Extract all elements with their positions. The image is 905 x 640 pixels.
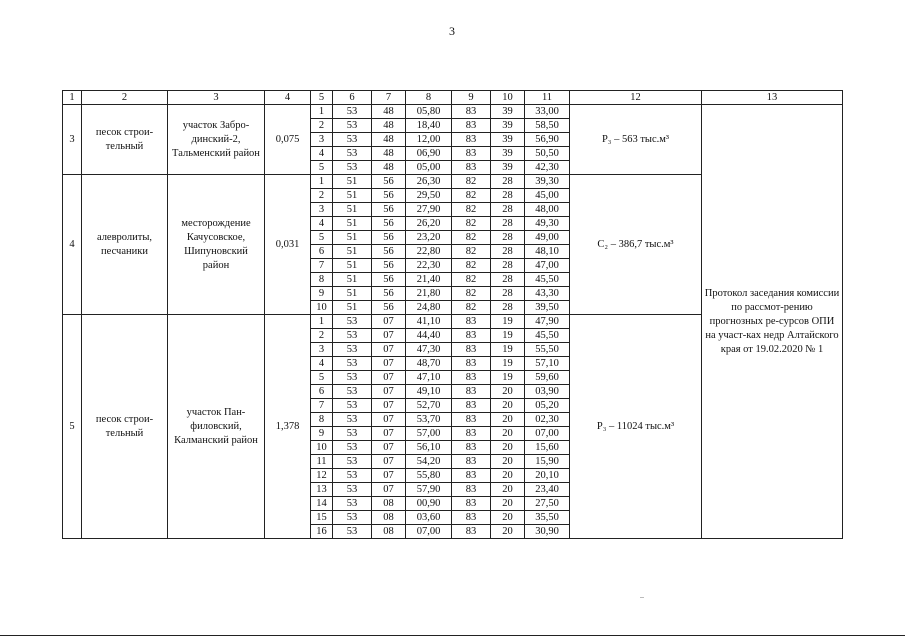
lon-sec-cell: 58,50: [525, 119, 570, 133]
lat-sec-cell: 26,30: [406, 175, 452, 189]
point-cell: 5: [311, 371, 333, 385]
lon-sec-cell: 03,90: [525, 385, 570, 399]
lat-sec-cell: 05,00: [406, 161, 452, 175]
header-cell: 6: [333, 91, 372, 105]
lat-min-cell: 56: [372, 273, 406, 287]
point-cell: 13: [311, 483, 333, 497]
lon-deg-cell: 83: [452, 385, 491, 399]
lon-deg-cell: 83: [452, 357, 491, 371]
lon-min-cell: 20: [491, 385, 525, 399]
lon-min-cell: 28: [491, 245, 525, 259]
group-number-cell: 3: [63, 105, 82, 175]
lon-sec-cell: 35,50: [525, 511, 570, 525]
lon-sec-cell: 47,00: [525, 259, 570, 273]
header-cell: 7: [372, 91, 406, 105]
point-cell: 9: [311, 427, 333, 441]
point-cell: 3: [311, 343, 333, 357]
lon-min-cell: 20: [491, 427, 525, 441]
lat-deg-cell: 53: [333, 105, 372, 119]
lat-deg-cell: 53: [333, 399, 372, 413]
lon-sec-cell: 57,10: [525, 357, 570, 371]
lon-sec-cell: 05,20: [525, 399, 570, 413]
lat-min-cell: 07: [372, 469, 406, 483]
lon-sec-cell: 48,00: [525, 203, 570, 217]
point-cell: 9: [311, 287, 333, 301]
lon-min-cell: 20: [491, 483, 525, 497]
lat-min-cell: 07: [372, 413, 406, 427]
lon-sec-cell: 42,30: [525, 161, 570, 175]
lon-min-cell: 28: [491, 273, 525, 287]
document-table: [62, 90, 843, 539]
lat-min-cell: 56: [372, 287, 406, 301]
lon-sec-cell: 39,30: [525, 175, 570, 189]
lon-min-cell: 19: [491, 315, 525, 329]
lat-min-cell: 48: [372, 119, 406, 133]
lat-sec-cell: 06,90: [406, 147, 452, 161]
lat-min-cell: 48: [372, 147, 406, 161]
page-number: 3: [449, 24, 455, 38]
header-cell: 1: [63, 91, 82, 105]
lon-min-cell: 28: [491, 301, 525, 315]
protocol-note-cell: Протокол заседания комиссии по рассмот-рению прогнозных ре-сурсов ОПИ на участ-ках недр Алтайского края от 19.02.2020 № 1: [702, 105, 843, 539]
lat-sec-cell: 53,70: [406, 413, 452, 427]
lon-sec-cell: 07,00: [525, 427, 570, 441]
header-cell: 11: [525, 91, 570, 105]
point-cell: 2: [311, 329, 333, 343]
lon-deg-cell: 82: [452, 175, 491, 189]
lat-deg-cell: 53: [333, 497, 372, 511]
lat-sec-cell: 49,10: [406, 385, 452, 399]
point-cell: 4: [311, 147, 333, 161]
lat-min-cell: 07: [372, 315, 406, 329]
lon-min-cell: 28: [491, 203, 525, 217]
lon-min-cell: 20: [491, 413, 525, 427]
lon-deg-cell: 82: [452, 217, 491, 231]
lon-deg-cell: 83: [452, 483, 491, 497]
lon-sec-cell: 45,00: [525, 189, 570, 203]
lat-deg-cell: 53: [333, 357, 372, 371]
point-cell: 15: [311, 511, 333, 525]
lon-sec-cell: 15,60: [525, 441, 570, 455]
resource-cell: C₂ – 386,7 тыс.м³: [570, 175, 702, 315]
lon-sec-cell: 55,50: [525, 343, 570, 357]
point-cell: 1: [311, 105, 333, 119]
lat-min-cell: 48: [372, 133, 406, 147]
point-cell: 11: [311, 455, 333, 469]
lat-deg-cell: 53: [333, 161, 372, 175]
area-cell: 0,075: [265, 105, 311, 175]
lon-deg-cell: 83: [452, 329, 491, 343]
lat-deg-cell: 53: [333, 427, 372, 441]
lat-sec-cell: 22,80: [406, 245, 452, 259]
lon-deg-cell: 83: [452, 133, 491, 147]
point-cell: 2: [311, 189, 333, 203]
lat-sec-cell: 22,30: [406, 259, 452, 273]
point-cell: 10: [311, 301, 333, 315]
header-cell: 4: [265, 91, 311, 105]
lat-sec-cell: 07,00: [406, 525, 452, 539]
lat-deg-cell: 53: [333, 525, 372, 539]
lon-deg-cell: 83: [452, 119, 491, 133]
lon-deg-cell: 83: [452, 441, 491, 455]
lon-deg-cell: 83: [452, 147, 491, 161]
lat-min-cell: 56: [372, 217, 406, 231]
point-cell: 4: [311, 217, 333, 231]
lat-min-cell: 56: [372, 259, 406, 273]
lon-deg-cell: 82: [452, 245, 491, 259]
lat-min-cell: 08: [372, 511, 406, 525]
lat-min-cell: 07: [372, 371, 406, 385]
lat-sec-cell: 21,80: [406, 287, 452, 301]
table-row: [63, 105, 843, 119]
lon-sec-cell: 02,30: [525, 413, 570, 427]
lat-sec-cell: 57,90: [406, 483, 452, 497]
lat-sec-cell: 26,20: [406, 217, 452, 231]
lon-sec-cell: 27,50: [525, 497, 570, 511]
site-cell: участок Пан-филовский, Калманский район: [168, 315, 265, 539]
lat-deg-cell: 51: [333, 175, 372, 189]
point-cell: 2: [311, 119, 333, 133]
lon-min-cell: 28: [491, 259, 525, 273]
lon-min-cell: 39: [491, 105, 525, 119]
lon-sec-cell: 23,40: [525, 483, 570, 497]
lat-min-cell: 08: [372, 525, 406, 539]
header-cell: 2: [82, 91, 168, 105]
lat-sec-cell: 00,90: [406, 497, 452, 511]
table-body: [63, 105, 843, 539]
lon-min-cell: 28: [491, 217, 525, 231]
mineral-cell: песок строи-тельный: [82, 105, 168, 175]
lat-deg-cell: 51: [333, 273, 372, 287]
header-cell: 13: [702, 91, 843, 105]
lat-min-cell: 07: [372, 441, 406, 455]
lat-min-cell: 56: [372, 203, 406, 217]
lat-sec-cell: 27,90: [406, 203, 452, 217]
lon-min-cell: 39: [491, 147, 525, 161]
lon-sec-cell: 49,00: [525, 231, 570, 245]
lat-deg-cell: 53: [333, 343, 372, 357]
lat-deg-cell: 53: [333, 315, 372, 329]
lon-sec-cell: 20,10: [525, 469, 570, 483]
lon-deg-cell: 83: [452, 105, 491, 119]
lat-min-cell: 56: [372, 231, 406, 245]
lon-min-cell: 20: [491, 469, 525, 483]
lat-deg-cell: 53: [333, 371, 372, 385]
point-cell: 10: [311, 441, 333, 455]
lon-deg-cell: 82: [452, 231, 491, 245]
lon-min-cell: 20: [491, 497, 525, 511]
point-cell: 7: [311, 259, 333, 273]
lat-sec-cell: 47,30: [406, 343, 452, 357]
lon-deg-cell: 83: [452, 399, 491, 413]
lat-sec-cell: 44,40: [406, 329, 452, 343]
lat-deg-cell: 53: [333, 511, 372, 525]
lat-min-cell: 07: [372, 343, 406, 357]
group-number-cell: 4: [63, 175, 82, 315]
lat-min-cell: 48: [372, 105, 406, 119]
lon-sec-cell: 45,50: [525, 329, 570, 343]
group-number-cell: 5: [63, 315, 82, 539]
lat-deg-cell: 51: [333, 245, 372, 259]
header-cell: 12: [570, 91, 702, 105]
lat-min-cell: 07: [372, 455, 406, 469]
lon-deg-cell: 83: [452, 427, 491, 441]
lat-deg-cell: 51: [333, 301, 372, 315]
lon-deg-cell: 83: [452, 413, 491, 427]
lon-deg-cell: 83: [452, 511, 491, 525]
lon-min-cell: 19: [491, 357, 525, 371]
lat-min-cell: 56: [372, 189, 406, 203]
lon-deg-cell: 83: [452, 315, 491, 329]
lat-min-cell: 56: [372, 245, 406, 259]
mineral-cell: алевролиты, песчаники: [82, 175, 168, 315]
site-cell: месторождение Качусовское, Шипуновский район: [168, 175, 265, 315]
lat-deg-cell: 53: [333, 385, 372, 399]
resource-cell: Р₃ – 563 тыс.м³: [570, 105, 702, 175]
lon-deg-cell: 82: [452, 273, 491, 287]
lat-sec-cell: 57,00: [406, 427, 452, 441]
lon-deg-cell: 82: [452, 203, 491, 217]
lon-deg-cell: 83: [452, 455, 491, 469]
lon-min-cell: 39: [491, 161, 525, 175]
lon-sec-cell: 39,50: [525, 301, 570, 315]
lat-min-cell: 07: [372, 357, 406, 371]
point-cell: 8: [311, 413, 333, 427]
point-cell: 1: [311, 315, 333, 329]
lat-min-cell: 08: [372, 497, 406, 511]
lat-deg-cell: 53: [333, 133, 372, 147]
lon-sec-cell: 59,60: [525, 371, 570, 385]
lon-deg-cell: 82: [452, 259, 491, 273]
header-row: [63, 91, 843, 105]
lon-sec-cell: 43,30: [525, 287, 570, 301]
lon-min-cell: 28: [491, 231, 525, 245]
lat-deg-cell: 53: [333, 441, 372, 455]
lat-sec-cell: 52,70: [406, 399, 452, 413]
lon-min-cell: 19: [491, 329, 525, 343]
lon-deg-cell: 83: [452, 371, 491, 385]
lat-sec-cell: 29,50: [406, 189, 452, 203]
lat-min-cell: 56: [372, 301, 406, 315]
lon-min-cell: 28: [491, 175, 525, 189]
point-cell: 12: [311, 469, 333, 483]
lon-min-cell: 28: [491, 189, 525, 203]
lat-min-cell: 07: [372, 427, 406, 441]
lon-min-cell: 19: [491, 343, 525, 357]
lat-deg-cell: 53: [333, 469, 372, 483]
lat-min-cell: 07: [372, 329, 406, 343]
lon-min-cell: 19: [491, 371, 525, 385]
point-cell: 1: [311, 175, 333, 189]
lon-min-cell: 39: [491, 119, 525, 133]
lat-sec-cell: 12,00: [406, 133, 452, 147]
lon-min-cell: 28: [491, 287, 525, 301]
point-cell: 4: [311, 357, 333, 371]
area-cell: 0,031: [265, 175, 311, 315]
lon-sec-cell: 47,90: [525, 315, 570, 329]
point-cell: 5: [311, 161, 333, 175]
point-cell: 5: [311, 231, 333, 245]
lat-sec-cell: 55,80: [406, 469, 452, 483]
lat-sec-cell: 56,10: [406, 441, 452, 455]
lat-min-cell: 07: [372, 399, 406, 413]
lat-deg-cell: 53: [333, 147, 372, 161]
lat-sec-cell: 21,40: [406, 273, 452, 287]
point-cell: 3: [311, 133, 333, 147]
mineral-cell: песок строи-тельный: [82, 315, 168, 539]
point-cell: 7: [311, 399, 333, 413]
header-cell: 9: [452, 91, 491, 105]
lat-deg-cell: 53: [333, 119, 372, 133]
lat-deg-cell: 51: [333, 189, 372, 203]
lon-min-cell: 20: [491, 399, 525, 413]
lon-min-cell: 20: [491, 525, 525, 539]
lon-sec-cell: 45,50: [525, 273, 570, 287]
lat-deg-cell: 51: [333, 259, 372, 273]
lon-deg-cell: 83: [452, 525, 491, 539]
lat-deg-cell: 51: [333, 287, 372, 301]
lon-min-cell: 20: [491, 441, 525, 455]
lat-sec-cell: 41,10: [406, 315, 452, 329]
lat-sec-cell: 47,10: [406, 371, 452, 385]
point-cell: 16: [311, 525, 333, 539]
lon-deg-cell: 83: [452, 343, 491, 357]
lon-sec-cell: 15,90: [525, 455, 570, 469]
lon-deg-cell: 83: [452, 469, 491, 483]
header-cell: 8: [406, 91, 452, 105]
point-cell: 3: [311, 203, 333, 217]
header-cell: 5: [311, 91, 333, 105]
area-cell: 1,378: [265, 315, 311, 539]
lat-sec-cell: 54,20: [406, 455, 452, 469]
lon-sec-cell: 30,90: [525, 525, 570, 539]
lon-deg-cell: 82: [452, 287, 491, 301]
lat-deg-cell: 51: [333, 203, 372, 217]
point-cell: 14: [311, 497, 333, 511]
lat-sec-cell: 48,70: [406, 357, 452, 371]
lon-min-cell: 39: [491, 133, 525, 147]
lat-sec-cell: 24,80: [406, 301, 452, 315]
lat-min-cell: 48: [372, 161, 406, 175]
lon-sec-cell: 56,90: [525, 133, 570, 147]
point-cell: 6: [311, 245, 333, 259]
lon-min-cell: 20: [491, 455, 525, 469]
lon-sec-cell: 33,00: [525, 105, 570, 119]
lon-deg-cell: 82: [452, 189, 491, 203]
lat-min-cell: 56: [372, 175, 406, 189]
scan-speck: [640, 597, 644, 598]
point-cell: 6: [311, 385, 333, 399]
lat-deg-cell: 53: [333, 483, 372, 497]
site-cell: участок Забро-динский-2, Тальменский район: [168, 105, 265, 175]
header-cell: 10: [491, 91, 525, 105]
lat-sec-cell: 23,20: [406, 231, 452, 245]
lat-deg-cell: 51: [333, 231, 372, 245]
lon-deg-cell: 83: [452, 161, 491, 175]
lat-min-cell: 07: [372, 385, 406, 399]
lat-min-cell: 07: [372, 483, 406, 497]
point-cell: 8: [311, 273, 333, 287]
lon-sec-cell: 50,50: [525, 147, 570, 161]
lat-sec-cell: 03,60: [406, 511, 452, 525]
resource-cell: Р₃ – 11024 тыс.м³: [570, 315, 702, 539]
lon-deg-cell: 82: [452, 301, 491, 315]
lat-sec-cell: 18,40: [406, 119, 452, 133]
lat-deg-cell: 53: [333, 329, 372, 343]
lon-min-cell: 20: [491, 511, 525, 525]
lon-sec-cell: 49,30: [525, 217, 570, 231]
lat-sec-cell: 05,80: [406, 105, 452, 119]
lat-deg-cell: 53: [333, 413, 372, 427]
lat-deg-cell: 53: [333, 455, 372, 469]
lon-deg-cell: 83: [452, 497, 491, 511]
header-cell: 3: [168, 91, 265, 105]
bottom-rule: [0, 635, 905, 636]
lat-deg-cell: 51: [333, 217, 372, 231]
lon-sec-cell: 48,10: [525, 245, 570, 259]
